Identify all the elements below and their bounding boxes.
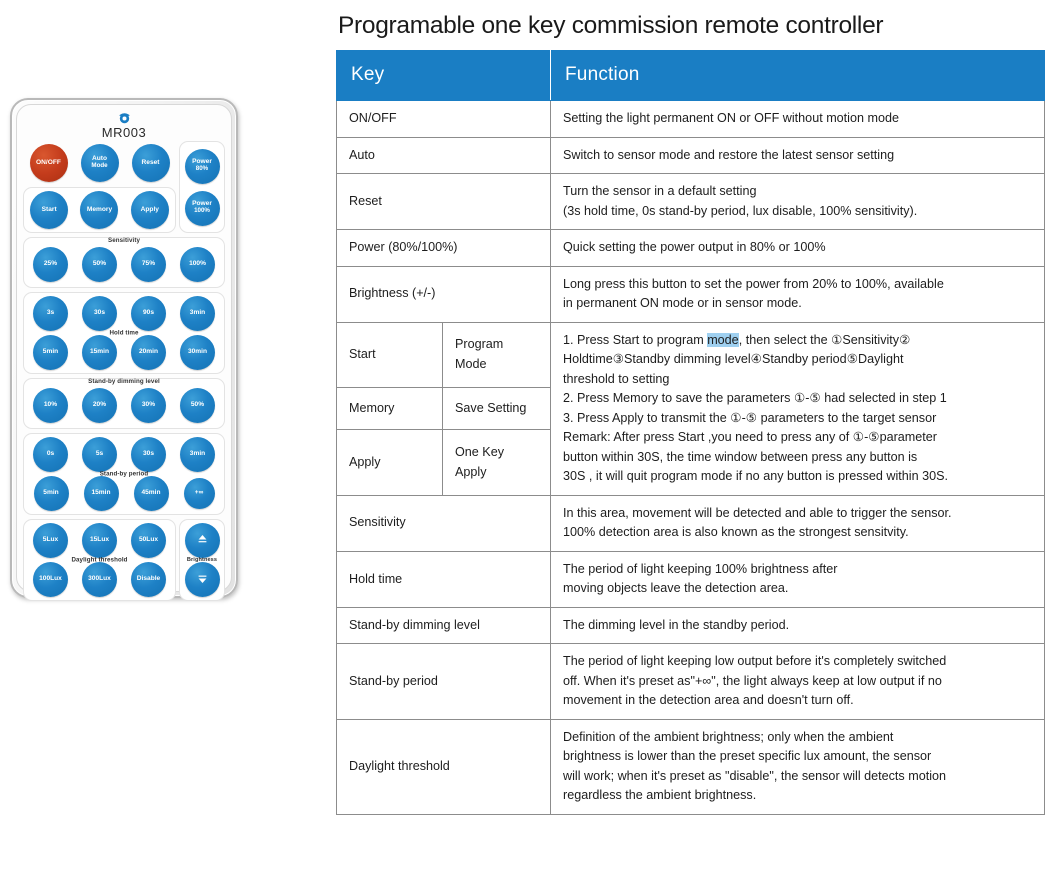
- remote-controller: [10, 98, 238, 598]
- program-line-2: Holdtime③Standby dimming level④Standby period⑤Daylight: [563, 352, 904, 367]
- button-lux-300[interactable]: 300Lux: [82, 562, 117, 597]
- function-auto: Switch to sensor mode and restore the latest sensor setting: [551, 137, 1045, 174]
- button-brightness-up[interactable]: [185, 523, 220, 558]
- hold-time-row-2: [26, 335, 222, 370]
- standby-dimming-group: [23, 378, 225, 429]
- sensitivity-row: [26, 247, 222, 282]
- function-daylight-line-1: Definition of the ambient brightness; only when the ambient: [563, 729, 894, 744]
- button-start[interactable]: [30, 191, 68, 229]
- key-on-off: ON/OFF: [337, 101, 551, 138]
- table-row: [337, 551, 1045, 607]
- program-button-row: [24, 191, 175, 229]
- function-hold-time-line-2: moving objects leave the detection area.: [563, 581, 789, 596]
- button-on-off-label: ON/OFF: [36, 158, 61, 166]
- button-sensitivity-50[interactable]: 50%: [82, 247, 117, 282]
- key-apply: Apply: [337, 430, 443, 495]
- remote-brand: [23, 111, 225, 140]
- program-line-1: [563, 331, 1032, 351]
- function-reset: [551, 174, 1045, 230]
- remote-shell: [10, 98, 238, 598]
- sensitivity-group-label: Sensitivity: [107, 237, 141, 244]
- key-standby-dimming: Stand-by dimming level: [337, 607, 551, 644]
- button-standby-3min[interactable]: 3min: [180, 437, 215, 472]
- remote-bottom-zone: [23, 519, 225, 601]
- function-reset-line-2: (3s hold time, 0s stand-by period, lux disable, 100% sensitivity).: [563, 203, 918, 218]
- program-line-6: Remark: After press Start ,you need to press any of ①-⑤parameter: [563, 430, 937, 445]
- function-sensitivity-line-1: In this area, movement will be detected and able to trigger the sensor.: [563, 505, 952, 520]
- function-daylight-line-2: brightness is lower than the preset specific lux amount, the sensor: [563, 749, 932, 764]
- key-function-table: [336, 50, 1045, 815]
- remote-top-left: [23, 141, 176, 233]
- button-standby-0s[interactable]: 0s: [33, 437, 68, 472]
- button-hold-30s[interactable]: 30s: [82, 296, 117, 331]
- key-reset: Reset: [337, 174, 551, 230]
- button-hold-20min[interactable]: 20min: [131, 335, 166, 370]
- button-sensitivity-100[interactable]: 100%: [180, 247, 215, 282]
- table-header-key: Key: [337, 51, 551, 101]
- button-power-100[interactable]: [185, 191, 220, 226]
- remote-mode-row: [23, 141, 176, 185]
- standby-period-row-2: [26, 476, 222, 511]
- key-start: Start: [337, 322, 443, 387]
- button-hold-3min[interactable]: 3min: [180, 296, 215, 331]
- button-dim-10[interactable]: 10%: [33, 388, 68, 423]
- table-row: [337, 230, 1045, 267]
- button-apply-label: Apply: [140, 205, 159, 213]
- button-memory[interactable]: [80, 191, 118, 229]
- button-standby-5min[interactable]: 5min: [34, 476, 69, 511]
- sensitivity-group: [23, 237, 225, 288]
- table-row: [337, 495, 1045, 551]
- button-reset[interactable]: [132, 144, 170, 182]
- button-hold-5min[interactable]: 5min: [33, 335, 68, 370]
- table-header-row: [337, 51, 1045, 101]
- button-lux-50[interactable]: 50Lux: [131, 523, 166, 558]
- button-dim-30[interactable]: 30%: [131, 388, 166, 423]
- button-standby-30s[interactable]: 30s: [131, 437, 166, 472]
- daylight-row-2: [26, 562, 173, 597]
- button-standby-15min[interactable]: 15min: [84, 476, 119, 511]
- brightness-group-label: Brightness: [186, 557, 218, 563]
- program-line-1b: , then select the ①Sensitivity②: [738, 332, 911, 347]
- table-row: [337, 719, 1045, 814]
- key-sensitivity: Sensitivity: [337, 495, 551, 551]
- table-row: [337, 644, 1045, 720]
- program-line-3: threshold to setting: [563, 371, 670, 386]
- function-sensitivity: [551, 495, 1045, 551]
- key-apply-sub: One Key Apply: [443, 430, 551, 495]
- button-lux-100[interactable]: 100Lux: [33, 562, 68, 597]
- button-memory-label: Memory: [86, 205, 113, 213]
- key-auto: Auto: [337, 137, 551, 174]
- button-apply[interactable]: [131, 191, 169, 229]
- button-auto-mode[interactable]: [81, 144, 119, 182]
- button-reset-label: Reset: [141, 158, 160, 166]
- program-line-7: button within 30S, the time window between press any button is: [563, 449, 918, 464]
- hold-time-group: [23, 292, 225, 374]
- table-row: [337, 607, 1045, 644]
- standby-dimming-group-label: Stand-by dimming level: [88, 378, 160, 385]
- daylight-row-1: [26, 523, 173, 558]
- button-start-label: Start: [41, 205, 57, 213]
- remote-model-label: MR003: [101, 125, 147, 140]
- hold-time-group-label: Hold time: [109, 329, 139, 337]
- function-hold-time: [551, 551, 1045, 607]
- table-row: [337, 137, 1045, 174]
- function-brightness-line-1: Long press this button to set the power from 20% to 100%, available: [563, 276, 944, 291]
- function-program-block: [551, 322, 1045, 495]
- button-power-100-sublabel: 100%: [194, 207, 210, 215]
- function-daylight-threshold: [551, 719, 1045, 814]
- sensor-logo-icon: [117, 111, 132, 126]
- button-dim-20[interactable]: 20%: [82, 388, 117, 423]
- document-area: [336, 12, 1046, 815]
- standby-period-group-label: Stand-by period: [99, 470, 149, 478]
- function-standby-period-line-2: off. When it's preset as"+∞", the light always keep at low output if no: [563, 673, 942, 688]
- button-hold-3s[interactable]: 3s: [33, 296, 68, 331]
- function-daylight-line-3: will work; when it's preset as "disable", the sensor will detects motion: [563, 768, 947, 783]
- page-title: Programable one key commission remote controller: [338, 12, 884, 39]
- table-row: [337, 101, 1045, 138]
- brightness-group: [179, 519, 225, 601]
- key-hold-time: Hold time: [337, 551, 551, 607]
- button-power-80[interactable]: [185, 149, 220, 184]
- function-power: Quick setting the power output in 80% or 100%: [551, 230, 1045, 267]
- button-standby-5s[interactable]: 5s: [82, 437, 117, 472]
- button-power-80-sublabel: 80%: [195, 165, 209, 173]
- key-memory-sub: Save Setting: [443, 387, 551, 430]
- button-auto-label: Auto: [91, 155, 107, 163]
- program-line-1a: 1. Press Start to program: [563, 332, 708, 347]
- function-standby-period-line-1: The period of light keeping low output before it's completely switched: [563, 654, 947, 669]
- button-dim-50[interactable]: 50%: [180, 388, 215, 423]
- button-auto-sublabel: Mode: [91, 162, 108, 170]
- table-row: [337, 322, 1045, 387]
- table-header-function: Function: [551, 51, 1045, 101]
- program-line-8: 30S , it will quit program mode if no any button is pressed within 30S.: [563, 469, 949, 484]
- function-on-off: Setting the light permanent ON or OFF without motion mode: [551, 101, 1045, 138]
- button-power-80-label: Power: [192, 158, 212, 166]
- button-standby-infinite[interactable]: +∞: [184, 478, 215, 509]
- arrow-up-icon: [196, 533, 209, 549]
- table-row: [337, 174, 1045, 230]
- program-line-4: 2. Press Memory to save the parameters ①-⑤ had selected in step 1: [563, 391, 947, 406]
- button-power-100-label: Power: [192, 200, 212, 208]
- button-lux-disable[interactable]: Disable: [131, 562, 166, 597]
- button-sensitivity-75[interactable]: 75%: [131, 247, 166, 282]
- standby-dimming-row: [26, 388, 222, 423]
- button-hold-15min[interactable]: 15min: [82, 335, 117, 370]
- function-brightness: [551, 266, 1045, 322]
- hold-time-row-1: [26, 296, 222, 331]
- button-hold-90s[interactable]: 90s: [131, 296, 166, 331]
- power-button-group: [179, 141, 225, 233]
- function-standby-period: [551, 644, 1045, 720]
- key-memory: Memory: [337, 387, 443, 430]
- standby-period-group: [23, 433, 225, 515]
- button-lux-15[interactable]: 15Lux: [82, 523, 117, 558]
- button-on-off[interactable]: [30, 144, 68, 182]
- program-line-5: 3. Press Apply to transmit the ①-⑤ parameters to the target sensor: [563, 410, 937, 425]
- daylight-threshold-group-label: Daylight threshold: [71, 556, 128, 564]
- button-sensitivity-25[interactable]: 25%: [33, 247, 68, 282]
- button-hold-30min[interactable]: 30min: [180, 335, 215, 370]
- highlighted-word-mode: mode: [707, 332, 739, 347]
- table-row: [337, 266, 1045, 322]
- remote-top-zone: [23, 141, 225, 233]
- button-standby-45min[interactable]: 45min: [134, 476, 169, 511]
- function-standby-dimming: The dimming level in the standby period.: [551, 607, 1045, 644]
- button-brightness-down[interactable]: [185, 562, 220, 597]
- function-sensitivity-line-2: 100% detection area is also known as the strongest sensitvity.: [563, 525, 909, 540]
- arrow-down-icon: [196, 572, 209, 588]
- function-standby-period-line-3: movement in the detection area and doesn't turn off.: [563, 693, 854, 708]
- key-brightness: Brightness (+/-): [337, 266, 551, 322]
- key-power: Power (80%/100%): [337, 230, 551, 267]
- button-lux-5[interactable]: 5Lux: [33, 523, 68, 558]
- daylight-threshold-group: [23, 519, 176, 601]
- remote-face: [16, 104, 232, 592]
- standby-period-row-1: [26, 437, 222, 472]
- function-reset-line-1: Turn the sensor in a default setting: [563, 184, 757, 199]
- program-button-group: [23, 187, 176, 233]
- function-hold-time-line-1: The period of light keeping 100% brightness after: [563, 561, 838, 576]
- key-daylight-threshold: Daylight threshold: [337, 719, 551, 814]
- key-standby-period: Stand-by period: [337, 644, 551, 720]
- key-start-sub: Program Mode: [443, 322, 551, 387]
- function-daylight-line-4: regardless the ambient brightness.: [563, 788, 757, 803]
- function-brightness-line-2: in permanent ON mode or in sensor mode.: [563, 296, 802, 311]
